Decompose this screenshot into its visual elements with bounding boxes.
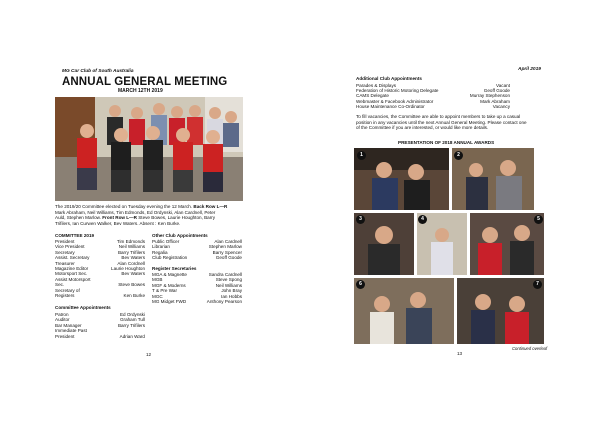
appointment-role: Public Officer [152,239,180,244]
appointment-role: MGB [152,277,163,283]
appointment-name: Laurie Houghton [111,266,145,271]
caption-1-text: The 2019/20 Committee elected on Tuesday evening the 12 March. [55,204,193,209]
committee-heading: COMMITTEE 2019 [55,233,95,238]
photo-badge-3: 3 [356,215,365,224]
appointment-role: Webmaster & Facebook Administrator [356,98,434,104]
page-number-left: 12 [146,352,152,357]
appointment-name: Bev Waters [121,255,145,261]
award-photo-2 [452,148,534,210]
appointment-role: Vice President [55,244,85,250]
appointment-role: Club Registration [152,255,188,261]
appointment-role: Parades & Displays [356,83,397,88]
appointment-role: Assist. Secretary [55,255,90,261]
appointment-name: Alan Cordnell [117,260,145,266]
award-photo-1 [354,148,449,210]
appointment-role: Registers [55,293,75,298]
appointment-name: Vacant [496,83,510,88]
appointment-role: Motorsport Sec. [55,271,88,277]
caption-3-post: Steve Bowes, Laurie Houghton, Barry [138,215,216,220]
appointment-role: T & Pre War [152,288,178,294]
appointment-role: Bar Manager [55,322,82,328]
appointment-name: Vacancy [492,103,510,109]
appointment-role: Assist Motorsport [55,276,91,282]
appointment-name: Neil Williams [215,282,242,288]
vacancy-note-line-2: position in any vacancies until the next Annual General Meeting. Please contact one [356,119,527,125]
award-photo-5 [470,213,544,275]
appointment-name: Murray Stephenson [469,93,510,99]
vacancy-note-line-3: of the Committee if you are interested, or would like more details. [356,125,489,130]
appointment-name: Anthony Pearson [206,299,242,304]
appointment-name: Geoff Goode [483,88,510,94]
appointment-name: Alan Cardnell [214,239,242,244]
other-appointments-heading: Other Club Appointments [152,233,208,238]
photo-badge-4: 4 [418,215,427,224]
caption-1-bold: Back Row L—R [193,204,228,209]
appointment-name: Mark Abraham [480,98,510,104]
committee-appointments-heading: Committee Appointments [55,305,111,310]
appointment-name: Stephen Marlow [208,244,242,250]
appointment-name: Tim Edmonds [116,239,145,244]
appointment-role: President [55,333,75,339]
appointment-role: MG Midget FWD [152,299,187,304]
issue-date: April 2019 [518,67,541,72]
continued-note: Continued overleaf [512,346,548,351]
award-photo-6 [354,278,454,344]
photo-badge-2: 2 [454,151,463,160]
appointment-role: President [55,239,75,244]
caption-3-text: Auld, Stephen Marlow. [55,215,101,220]
appointment-role: Magazine Editor [55,266,89,271]
awards-heading: PRESENTATION OF 2018 ANNUAL AWARDS [398,140,495,145]
committee-group-photo [55,97,243,201]
appointment-name: Barry Trifilers [117,322,145,328]
appointment-name: Ken Burke [123,293,145,298]
appointment-name: Barry Trifilers [117,249,145,255]
caption-4-text: Trifilers, Ian Curwen Walker, Bev Waters. [55,220,139,226]
page-number-right: 13 [457,351,463,356]
appointment-name: Neil Williams [118,244,145,250]
appointment-name: Sandra Cardnell [208,272,242,277]
appointment-role: Regalia [152,249,168,255]
appointment-role: Patron [55,312,69,317]
appointment-role: Sec. [55,282,65,288]
appointment-role: Secretary [55,249,75,255]
appointment-role: MGC [152,293,163,299]
appointment-name: Steve Spong [215,277,242,283]
appointment-name: Ian Hobbs [221,293,242,299]
appointment-role: Federation of Historic Motoring Delegate [356,88,439,94]
appointment-name: Bev Waters [121,271,145,277]
photo-badge-1: 1 [357,151,366,160]
appointment-role: Librarian [152,244,170,250]
right-page [300,0,600,424]
register-secretaries-heading: Register Secretaries [152,266,197,271]
appointment-name: Graham Tull [119,317,145,323]
appointment-role: House Maintenance Co-Ordinator [356,103,425,109]
page-title: ANNUAL GENERAL MEETING [62,76,228,88]
appointment-role: Secretary of [55,287,80,293]
photo-caption-line-2: Mark Abraham, Neil Williams, Tim Edmonds, Ed Ordynski, Alan Cardnell, Peter [55,209,216,215]
appointment-role: MGA & Magnette [152,272,187,277]
photo-badge-6: 6 [356,280,365,289]
appointment-name: John Bray [221,288,242,294]
appointment-name: Adrian Ward [119,333,145,339]
photo-caption-line-4 [55,221,180,226]
appointment-name: Steve Bowes [118,282,145,288]
photo-badge-5: 5 [534,215,543,224]
appointment-role: Treasurer [55,260,75,266]
caption-3-bold: Front Row L—R [102,215,137,220]
photo-badge-7: 7 [533,280,542,289]
appointment-name: Ed Ordynski [119,312,145,317]
appointment-name: Geoff Goode [215,255,242,261]
appointment-role: MGF & Moderns [152,282,186,288]
vacancy-note-line-1: To fill vacancies, the Committee are able to appoint members to take up a casual [356,114,521,119]
appointment-name: Barry Spencer [212,249,242,255]
club-name: MG Car Club of South Australia [62,69,134,74]
meeting-date: MARCH 12TH 2019 [118,88,163,94]
appointment-role: Immediate Past [55,328,87,334]
caption-4-absent: Absent : Ken Burke. [139,220,181,226]
committee-photo-drawing [55,97,243,201]
additional-appointments-heading: Additional Club Appointments [356,76,422,81]
award-photo-7 [457,278,544,344]
appointment-role: Auditor [55,317,70,323]
appointment-role: CAMS Delegate [356,93,389,99]
